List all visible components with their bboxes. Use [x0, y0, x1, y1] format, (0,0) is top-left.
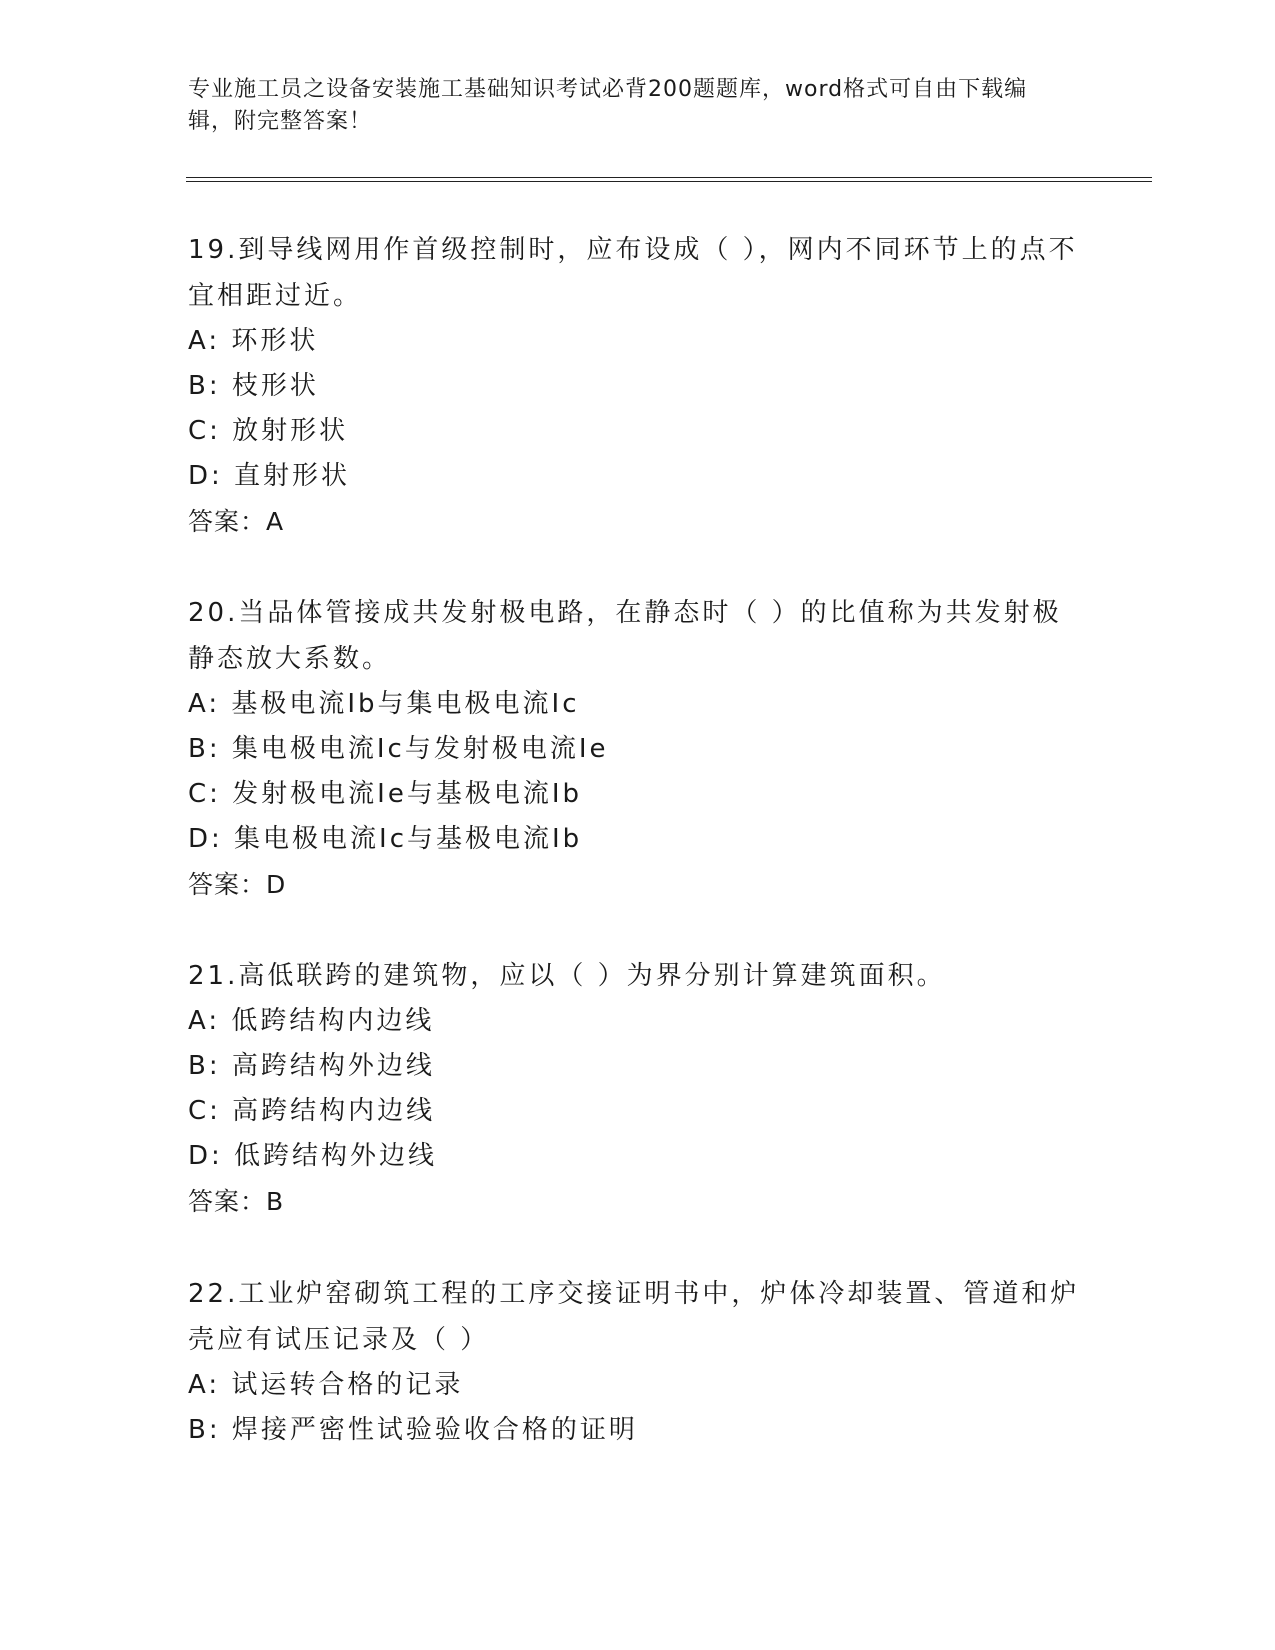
option-b: B: 枝形状: [188, 371, 319, 401]
answer: 答案：A: [188, 507, 285, 536]
option-a: A: 低跨结构内边线: [188, 1006, 435, 1036]
question-19: [188, 227, 1088, 544]
document-header: 专业施工员之设备安装施工基础知识考试必背200题题库，word格式可自由下载编辑，附完整答案！: [188, 77, 1028, 134]
question-20: [188, 590, 1088, 907]
option-c: C: 发射极电流Ie与基极电流Ib: [188, 779, 583, 809]
question-22: [188, 1271, 1088, 1453]
option-a: A: 基极电流Ib与集电极电流Ic: [188, 689, 580, 719]
option-b: B: 集电极电流Ic与发射极电流Ie: [188, 734, 609, 764]
option-c: C: 放射形状: [188, 416, 349, 446]
question-stem: 22.工业炉窑砌筑工程的工序交接证明书中，炉体冷却装置、管道和炉壳应有试压记录及（ ）: [188, 1279, 1080, 1355]
question-21: [188, 953, 1088, 1224]
answer: 答案：D: [188, 870, 287, 899]
option-d: D: 集电极电流Ic与基极电流Ib: [188, 824, 583, 854]
option-a: A: 试运转合格的记录: [188, 1370, 464, 1400]
option-d: D: 直射形状: [188, 461, 351, 491]
header-divider: [186, 177, 1152, 182]
question-stem: 21.高低联跨的建筑物，应以（ ）为界分别计算建筑面积。: [188, 961, 946, 991]
option-a: A: 环形状: [188, 326, 319, 356]
option-c: C: 高跨结构内边线: [188, 1096, 436, 1126]
option-b: B: 高跨结构外边线: [188, 1051, 435, 1081]
option-d: D: 低跨结构外边线: [188, 1141, 438, 1171]
question-stem: 19.到导线网用作首级控制时，应布设成（ ），网内不同环节上的点不宜相距过近。: [188, 235, 1078, 311]
answer: 答案：B: [188, 1187, 285, 1216]
question-stem: 20.当品体管接成共发射极电路，在静态时（ ）的比值称为共发射极静态放大系数。: [188, 598, 1062, 674]
option-b: B: 焊接严密性试验验收合格的证明: [188, 1415, 638, 1445]
